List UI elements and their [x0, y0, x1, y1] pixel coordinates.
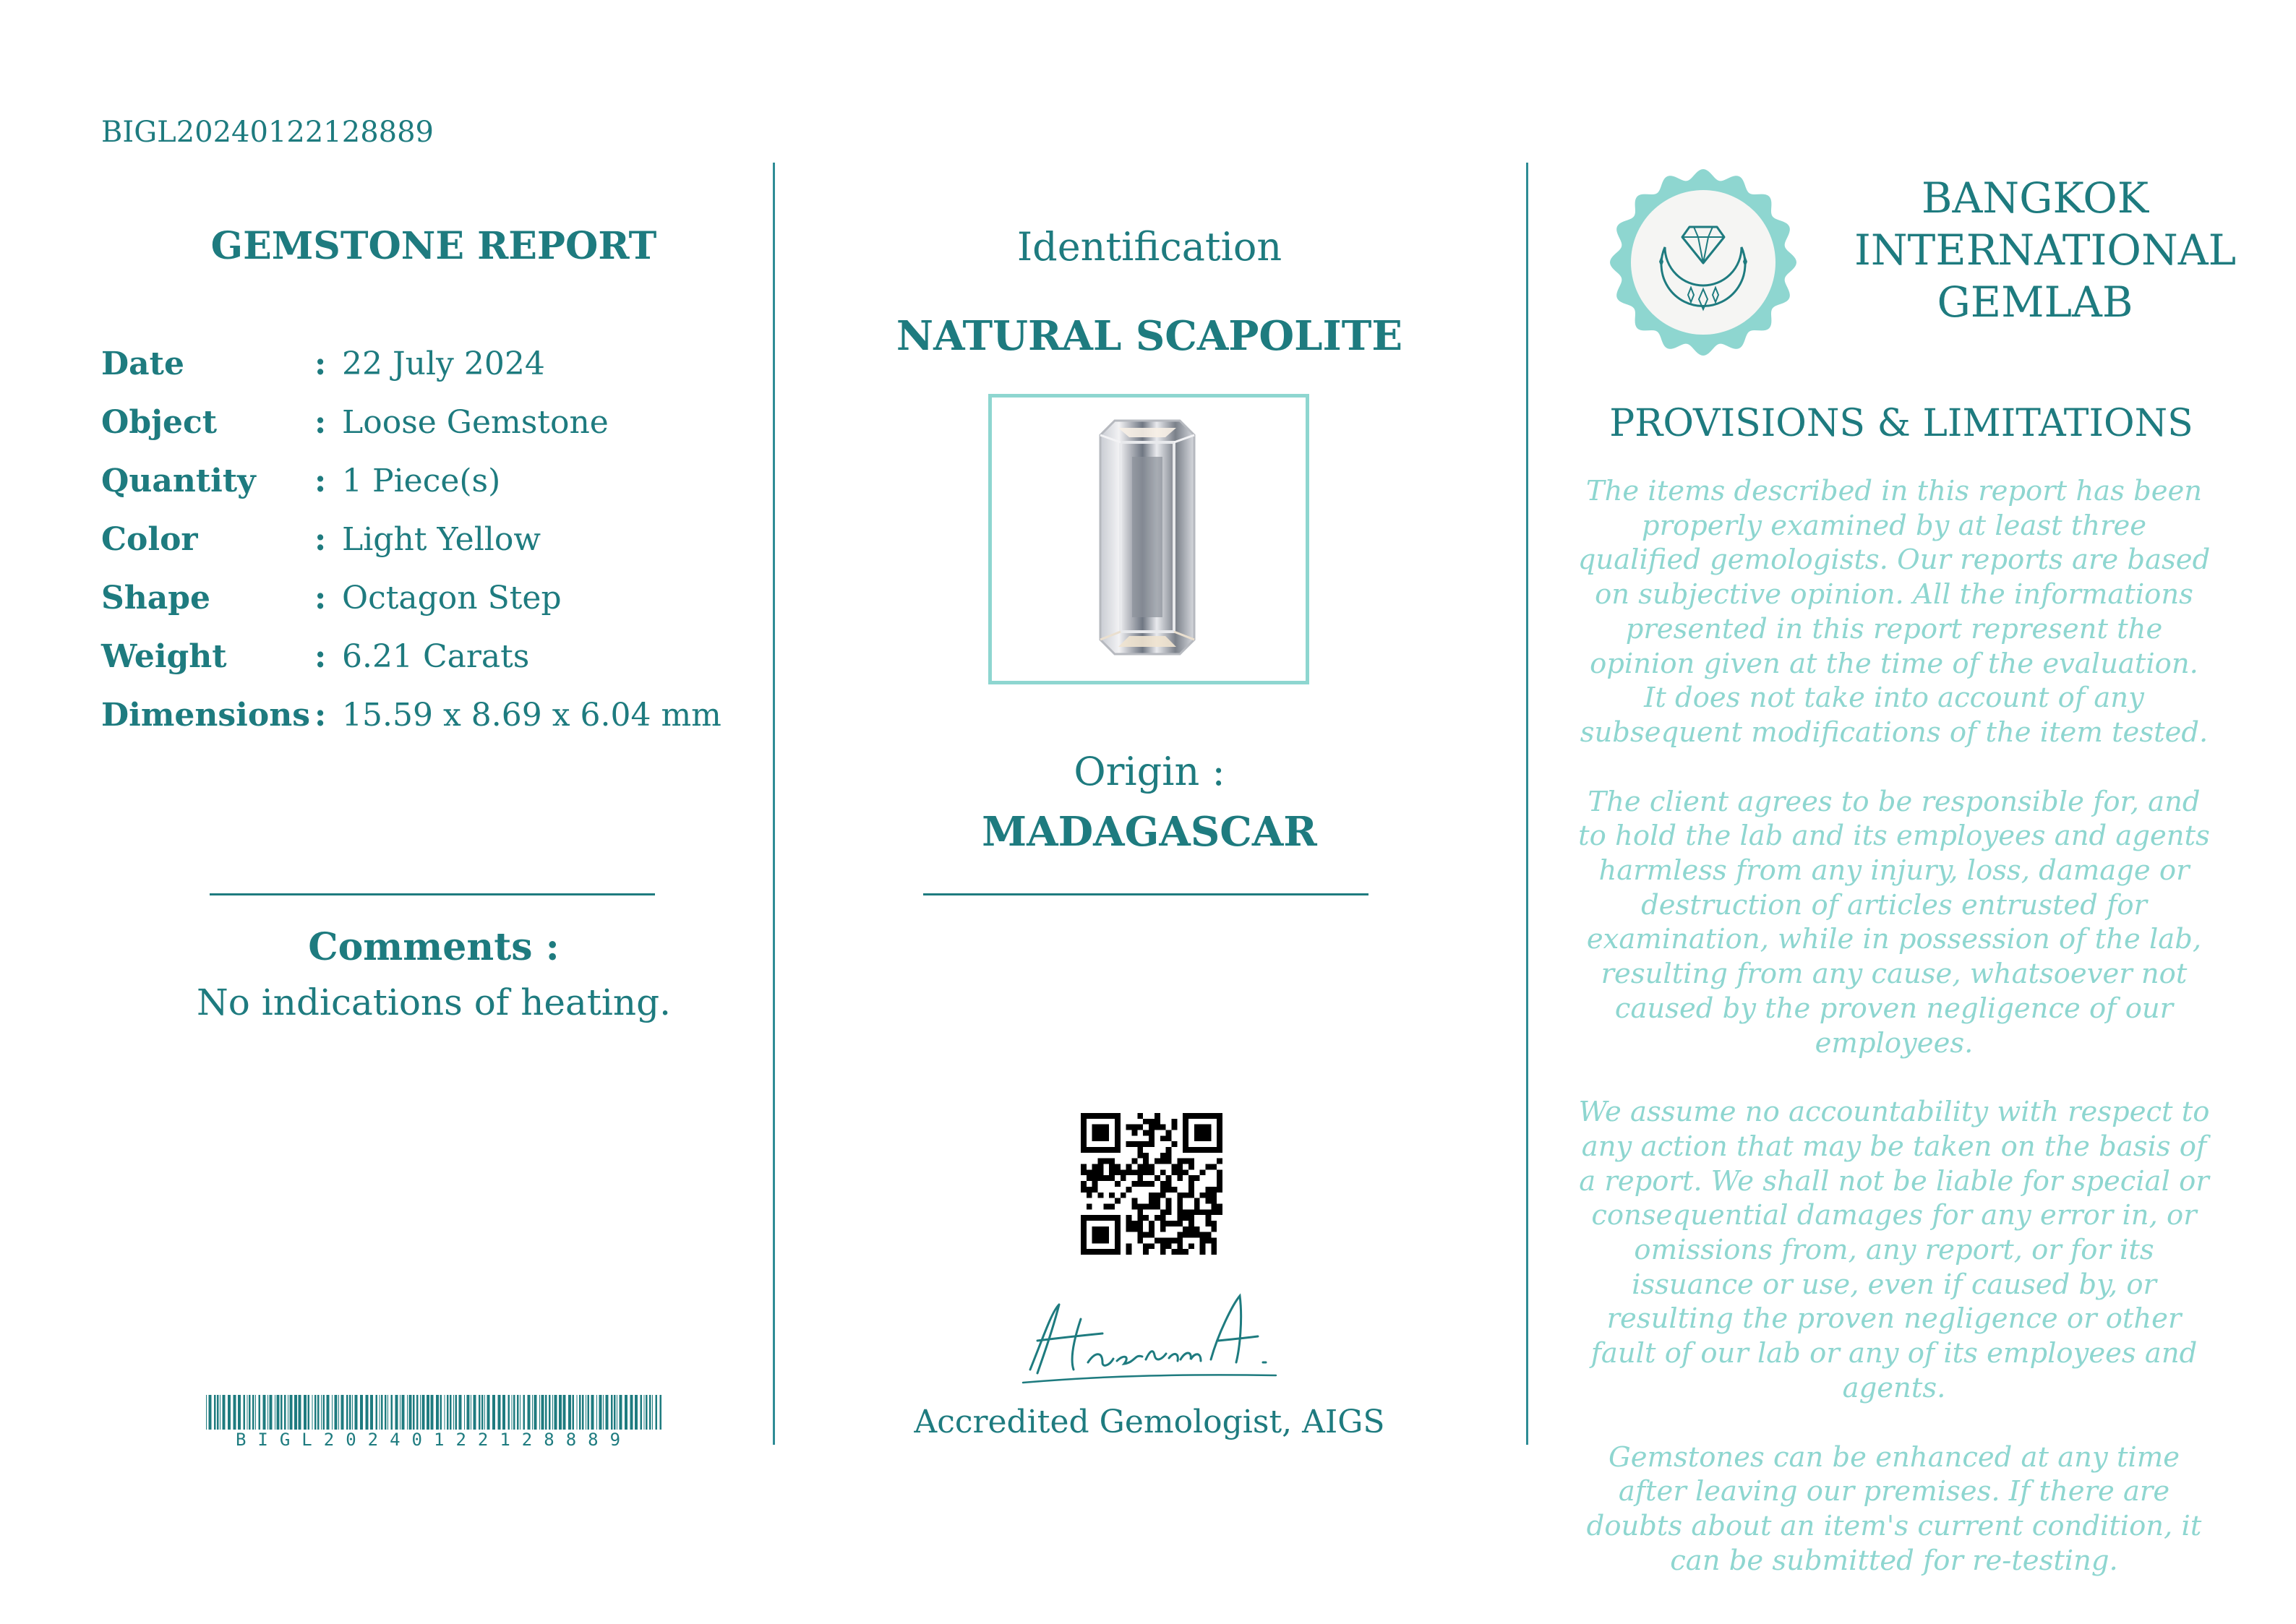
gemstone-image	[992, 398, 1306, 681]
provision-paragraph: The items described in this report has been properly examined by at least three qualified gemologists. Our reports are based on subjective opinion. All the informations presented in this report represent the opinion given at the time of the evaluation. It does not take into account of any subsequent modifications of the item tested.	[1577, 475, 2211, 749]
detail-value: Loose Gemstone	[342, 404, 609, 441]
detail-key: Shape	[101, 580, 211, 616]
qr-code-icon	[1081, 1113, 1222, 1255]
provision-paragraph: We assume no accountability with respect to any action that may be taken on the basis of a report. We shall not be liable for special or consequential damages for any error in, or omissions from, any report, or for its issuance or use, even if caused by, or resulting the proven negligence or other fault of our lab or any of its employees and agents.	[1578, 1096, 2210, 1404]
detail-colon: :	[314, 580, 327, 616]
detail-value: 22 July 2024	[342, 345, 545, 382]
detail-value: Octagon Step	[342, 580, 562, 616]
barcode-text: BIGL20240122128889	[235, 1430, 633, 1450]
detail-colon: :	[314, 345, 327, 382]
divider-middle	[923, 893, 1368, 895]
comments-title: Comments :	[308, 925, 560, 969]
barcode-icon	[206, 1395, 661, 1430]
divider-left	[210, 893, 655, 895]
origin-value: MADAGASCAR	[982, 808, 1317, 856]
comments-text: No indications of heating.	[197, 981, 671, 1023]
signature	[1001, 1290, 1290, 1391]
report-title: GEMSTONE REPORT	[210, 224, 657, 268]
identification-label: Identification	[1016, 224, 1282, 270]
detail-value: 1 Piece(s)	[342, 463, 501, 499]
gemstone-photo	[988, 394, 1309, 684]
lab-name-line: BANGKOK	[1921, 173, 2149, 223]
provisions-title: PROVISIONS & LIMITATIONS	[1609, 402, 2193, 445]
detail-colon: :	[314, 463, 327, 499]
report-id: BIGL20240122128889	[101, 116, 434, 149]
provisions-body	[1576, 474, 2212, 1612]
lab-name	[1854, 172, 2237, 328]
lab-name-line: INTERNATIONAL	[1854, 225, 2237, 275]
detail-colon: :	[314, 404, 327, 441]
detail-value: Light Yellow	[342, 521, 541, 558]
detail-key: Object	[101, 404, 218, 441]
detail-value: 6.21 Carats	[342, 638, 530, 675]
detail-key: Dimensions	[101, 697, 311, 734]
provision-paragraph: The client agrees to be responsible for, and to hold the lab and its employees and agents harmless from any injury, loss, damage or destruction of articles entrusted for examination, while in possession of the lab, resulting from any cause, whatsoever not caused by the proven negligence of our employees.	[1578, 785, 2210, 1060]
detail-colon: :	[314, 638, 327, 675]
column-divider-left	[773, 163, 775, 1445]
detail-value: 15.59 x 8.69 x 6.04 mm	[342, 697, 721, 734]
gem-crescent-seal-icon	[1609, 168, 1798, 357]
detail-key: Quantity	[101, 463, 256, 499]
detail-colon: :	[314, 521, 327, 558]
detail-key: Date	[101, 345, 184, 382]
lab-name-line: GEMLAB	[1937, 278, 2133, 327]
detail-colon: :	[314, 697, 327, 734]
gemologist-label: Accredited Gemologist, AIGS	[914, 1404, 1385, 1440]
detail-key: Color	[101, 521, 198, 558]
identification-value: NATURAL SCAPOLITE	[896, 312, 1403, 360]
column-divider-right	[1526, 163, 1528, 1445]
origin-label: Origin :	[1074, 749, 1225, 794]
detail-key: Weight	[101, 638, 227, 675]
provision-paragraph: Gemstones can be enhanced at any time after leaving our premises. If there are doubts about an item's current condition, it can be submitted for re-testing.	[1586, 1440, 2202, 1577]
